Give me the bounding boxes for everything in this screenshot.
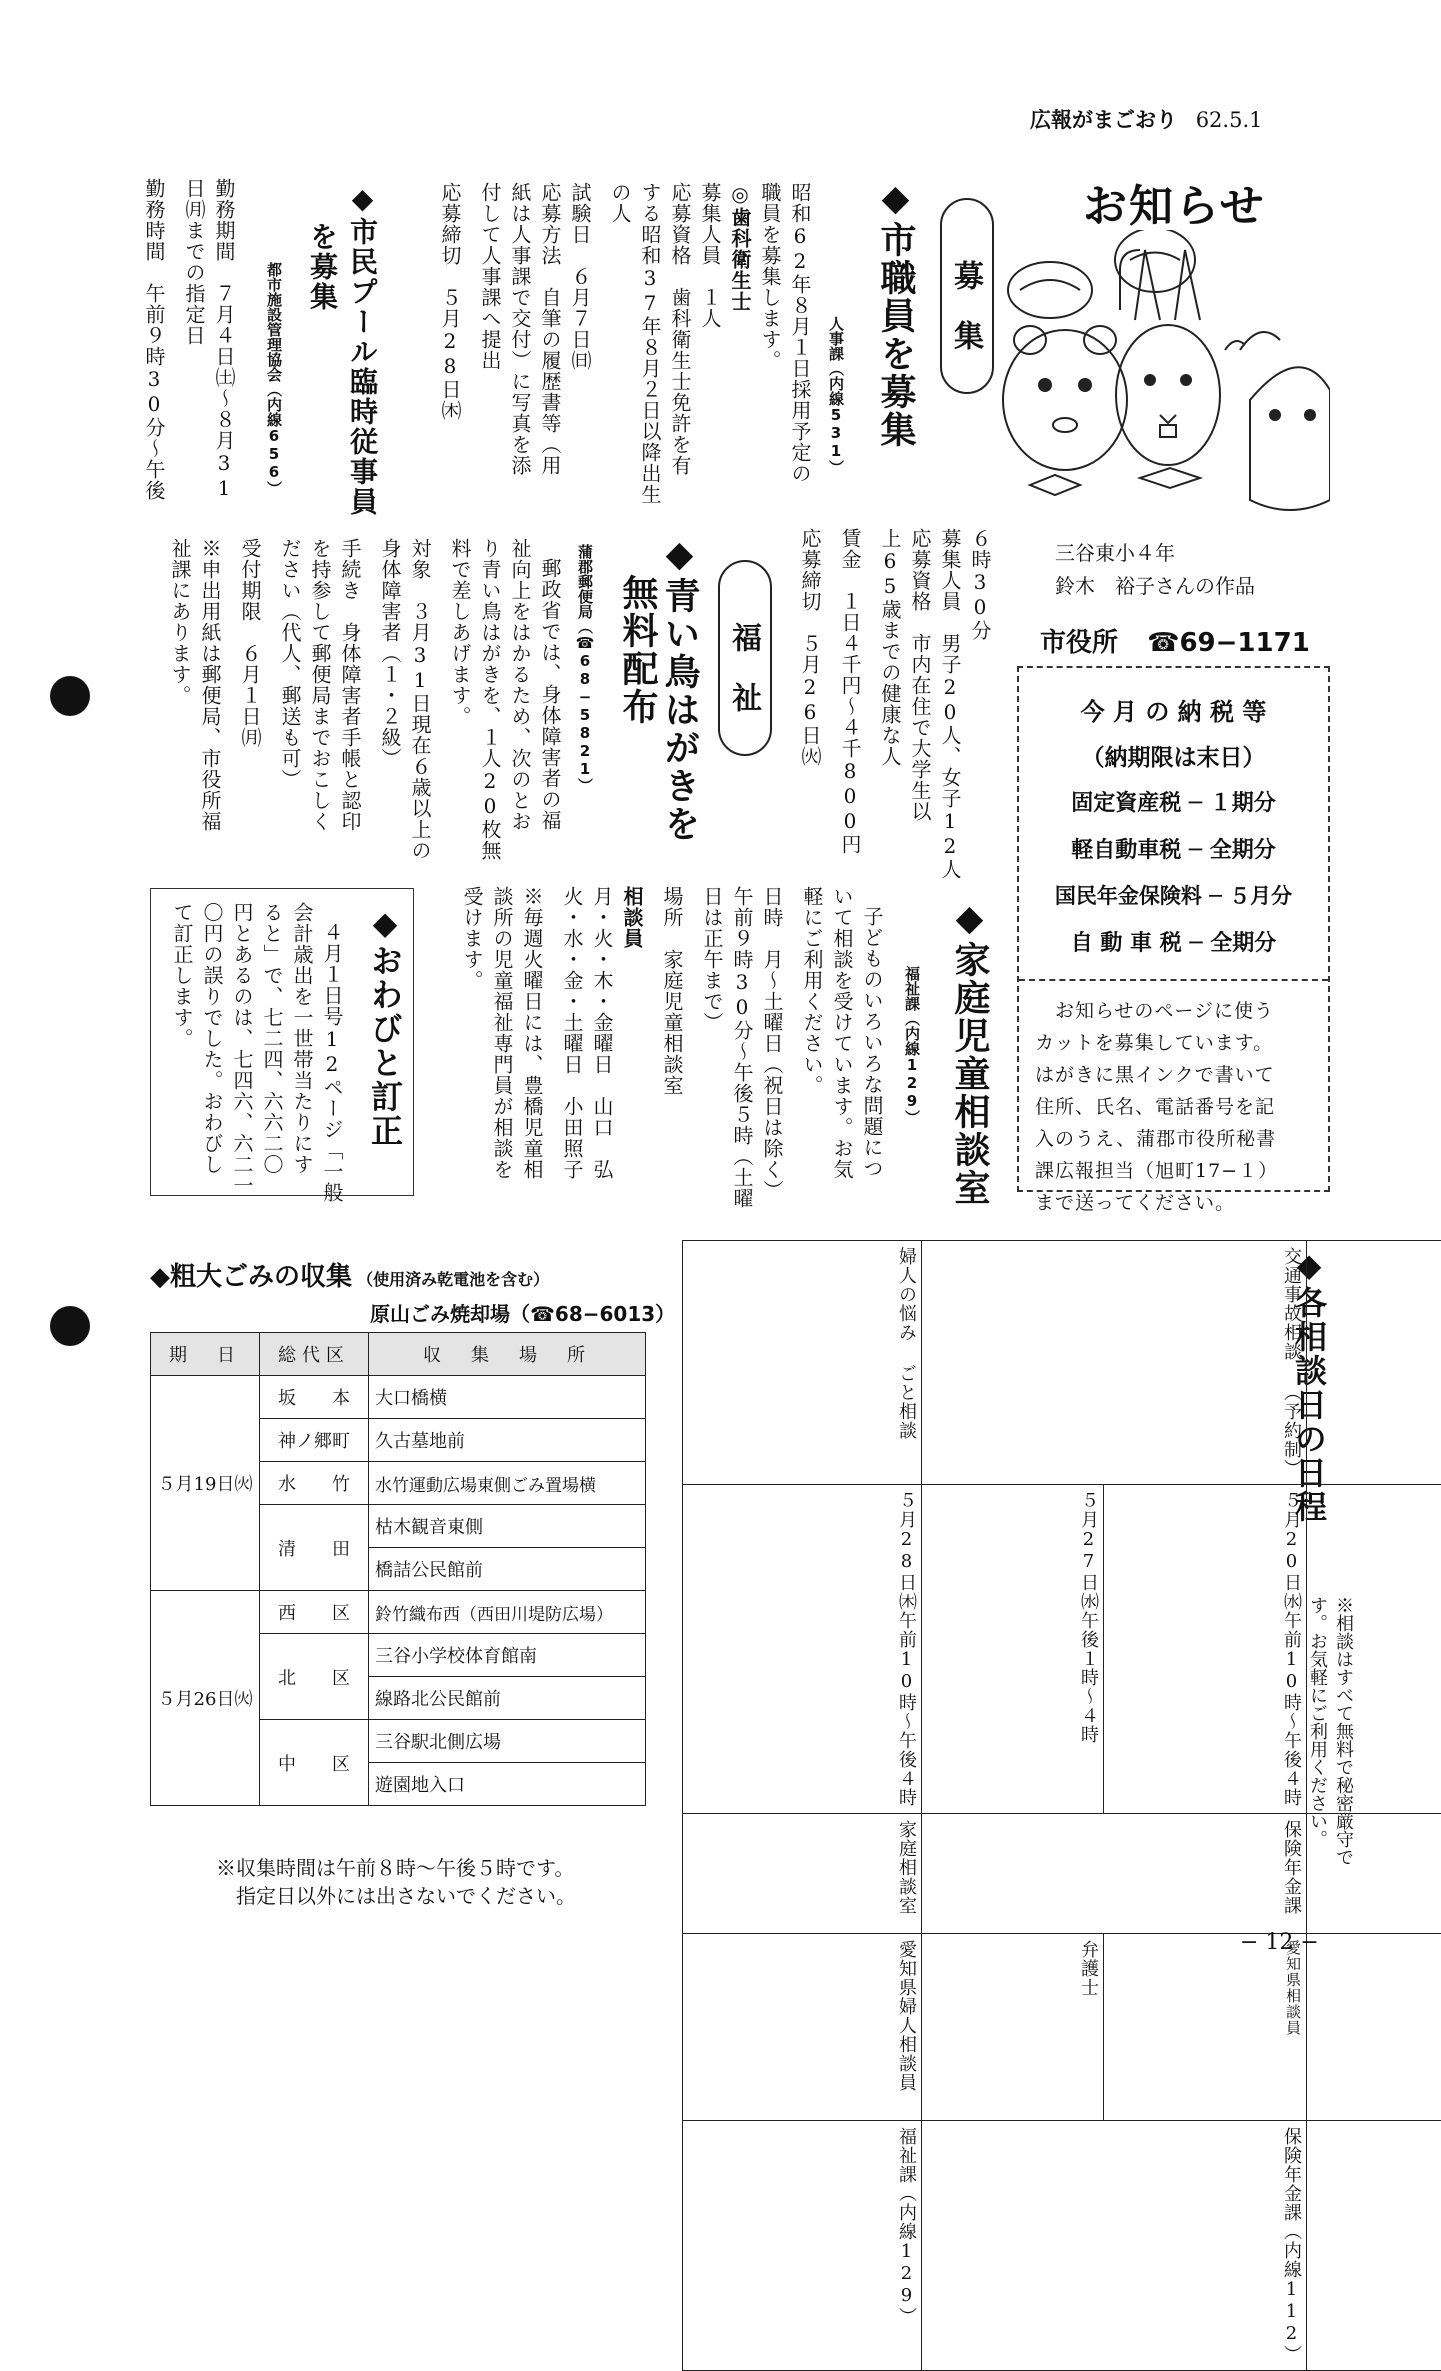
illustration-caption-author: 鈴木 裕子さんの作品 xyxy=(1055,570,1255,599)
consult-staff-cell xyxy=(1307,1934,1441,2121)
col-district: 総代区 xyxy=(260,1333,369,1376)
city-staff-line: する昭和37年８月２日以降出生 xyxy=(640,182,660,505)
pool-cont-line: 応募資格 市内在住で大学生以 xyxy=(910,528,930,822)
city-staff-line: 応募資格 歯科衛生士免許を有 xyxy=(670,182,690,476)
date-cell: ５月26日㈫ xyxy=(151,1591,260,1806)
tax-box xyxy=(1017,666,1330,1192)
family-line: 日は正午まで） xyxy=(702,886,722,1033)
pool-cont-line: 募集人員 男子20人、女子12人 xyxy=(940,528,960,880)
page-number: − 12 − xyxy=(1240,1930,1319,1955)
district-cell: 水 竹 xyxy=(260,1462,369,1505)
boshu-tag: 募 集 xyxy=(940,198,994,394)
consult-name: 婦人の悩み xyxy=(896,1247,917,1342)
city-staff-line: 募集人員 １人 xyxy=(700,182,720,329)
consult-name-sub: ごと相談 xyxy=(896,1364,917,1440)
consult-contact-cell xyxy=(1307,2121,1441,2371)
city-staff-line: 付して人事課へ提出 xyxy=(480,182,500,371)
bluebird-title: ◆青い鳥はがきを xyxy=(654,534,705,843)
city-staff-line: ◎歯科衛生士 xyxy=(730,182,750,312)
pool-dept: 都市施設管理協会（内線656） xyxy=(264,262,285,496)
consult-place-cell xyxy=(1307,1814,1441,1934)
garbage-note: ※収集時間は午前８時〜午後５時です。 xyxy=(216,1852,574,1881)
tax-item: 国民年金保険料 ─ ５月分 xyxy=(1019,880,1328,910)
apology-line: 円とあるのは、七四六、六二一 xyxy=(232,902,252,1196)
place-cell: 三谷小学校体育館南 xyxy=(369,1634,646,1677)
tax-item: 自 動 車 税 ─ 全期分 xyxy=(1019,926,1328,957)
district-cell: 清 田 xyxy=(260,1505,369,1591)
consult-place-cell: 保険年金課 xyxy=(922,1814,1307,1934)
district-cell: 坂 本 xyxy=(260,1376,369,1419)
city-staff-title: ◆市職員を募集 xyxy=(870,178,921,449)
consult-name-cell xyxy=(683,1241,922,1485)
consult-name-row xyxy=(683,1241,1441,1485)
apology-line: 会計歳出を一世帯当たりにす xyxy=(292,902,312,1175)
garbage-table xyxy=(150,1332,646,1806)
consult-time-row xyxy=(683,1485,1441,1814)
place-cell: 水竹運動広場東側ごみ置場横 xyxy=(369,1462,646,1505)
publication-name: 広報がまごおり xyxy=(1030,108,1177,132)
city-office-number: ☎69−1171 xyxy=(1147,628,1310,658)
bluebird-line: り青い鳥はがきを、１人20枚無 xyxy=(480,538,500,861)
consult-place-cell: 家庭相談室 xyxy=(683,1814,922,1934)
fukushi-tag: 福 祉 xyxy=(718,560,772,756)
apology-line: ると」で、七二四、六六二〇 xyxy=(262,902,282,1175)
bluebird-line: ださい（代人、郵送も可） xyxy=(280,538,300,790)
family-title: ◆家庭児童相談室 xyxy=(944,898,995,1207)
apology-line: て訂正します。 xyxy=(172,902,192,1049)
bluebird-line: 郵政省では、身体障害者の福 xyxy=(540,558,560,831)
family-line: 月・火・木・金曜日 山口 弘 xyxy=(592,886,612,1180)
city-staff-line: 試験日 ６月７日㈰ xyxy=(570,182,590,371)
family-line: 日時 月〜土曜日（祝日は除く） xyxy=(762,886,782,1201)
pool-title: ◆市民プール臨時従事員 xyxy=(342,182,382,517)
oshirase-title: お知らせ xyxy=(1083,170,1266,234)
bluebird-line: を持参して郵便局までおこしく xyxy=(310,538,330,832)
consult-name: 交通事故相談 xyxy=(1281,1247,1302,1361)
table-row xyxy=(151,1376,646,1419)
city-office-phone xyxy=(1040,622,1310,659)
consult-staff-cell: 弁護士 xyxy=(922,1934,1104,2121)
garbage-title: ◆粗大ごみの収集 xyxy=(150,1262,352,1292)
pool-cont-line: 応募締切 ５月26日㈫ xyxy=(800,528,820,767)
place-cell: 久古墓地前 xyxy=(369,1419,646,1462)
family-line: 相談員 xyxy=(622,886,642,949)
cut-notice-line: お知らせのページに使う xyxy=(1035,995,1314,1027)
apology-line: ４月１日号12ページ「一般 xyxy=(322,922,342,1203)
binder-hole-bottom xyxy=(50,1306,90,1346)
binder-hole-top xyxy=(50,676,90,716)
date-cell: ５月19日㈫ xyxy=(151,1376,260,1591)
consult-name-cell xyxy=(922,1241,1307,1485)
bluebird-line: 対象 ３月31日現在６歳以上の xyxy=(410,538,430,861)
tax-heading: 今 月 の 納 税 等 xyxy=(1019,692,1328,727)
place-cell: 鈴竹織布西（西田川堤防広場） xyxy=(369,1591,646,1634)
family-line: いて相談を受けています。お気 xyxy=(832,886,852,1180)
consult-time-cell: ５月20日㈬午前10時〜午後４時 xyxy=(1104,1485,1307,1814)
city-office-label: 市役所 xyxy=(1040,628,1118,658)
garbage-title-block xyxy=(150,1256,549,1293)
cut-notice-line: 課広報担当（旭町17−１） xyxy=(1035,1155,1314,1187)
city-staff-line: 昭和62年８月１日採用予定の xyxy=(790,182,810,484)
col-date: 期 日 xyxy=(151,1333,260,1376)
children-illustration xyxy=(1000,230,1330,530)
apology-line: 〇円の誤りでした。おわびし xyxy=(202,902,222,1175)
table-row xyxy=(151,1591,646,1634)
garbage-title-note: （使用済み乾電池を含む） xyxy=(357,1270,549,1289)
cut-notice xyxy=(1019,981,1328,1219)
family-line: ※毎週火曜日には、豊橋児童相 xyxy=(522,886,542,1180)
consult-time-cell: ５月28日㈭午前10時〜午後４時 xyxy=(683,1485,922,1814)
bluebird-line: 手続き 身体障害者手帳と認印 xyxy=(340,538,360,832)
cut-notice-line: カットを募集しています。 xyxy=(1035,1027,1314,1059)
bluebird-title-cont: 無料配布 xyxy=(612,574,663,726)
family-line: 火・水・金・土曜日 小田照子 xyxy=(562,886,582,1180)
place-cell: 線路北公民館前 xyxy=(369,1677,646,1720)
col-place: 収 集 場 所 xyxy=(369,1333,646,1376)
city-staff-line: 職員を募集します。 xyxy=(760,182,780,371)
city-staff-dept: 人事課（内線531） xyxy=(826,316,847,475)
place-cell: 橋詰公民館前 xyxy=(369,1548,646,1591)
consult-name-sub: （予約制） xyxy=(1281,1383,1302,1478)
cut-notice-line: まで送ってください。 xyxy=(1035,1187,1314,1219)
bluebird-dept: 蒲郡郵便局（☎68−5821） xyxy=(575,544,596,793)
bluebird-line: 祉向上をはかるため、次のとお xyxy=(510,538,530,832)
place-cell: 三谷駅北側広場 xyxy=(369,1720,646,1763)
consult-contact-cell: 福祉課（内線129） xyxy=(683,2121,922,2371)
family-line: 場所 家庭児童相談室 xyxy=(662,886,682,1096)
consult-time-cell xyxy=(1307,1485,1441,1814)
pool-cont-line: ６時30分 xyxy=(970,528,990,641)
bluebird-line: 料で差しあげます。 xyxy=(450,538,470,727)
family-dept: 福祉課（内線129） xyxy=(902,966,923,1125)
family-line: 午前９時30分〜午後５時（土曜 xyxy=(732,886,752,1209)
city-staff-line: の人 xyxy=(610,182,630,224)
consult-staff-cell: 愛知県婦人相談員 xyxy=(683,1934,922,2121)
consult-note: ※相談はすべて無料で秘密厳守です。お気軽にご利用ください。 xyxy=(1296,1596,1356,1886)
family-line: 談所の児童福祉専門員が相談を xyxy=(492,886,512,1180)
district-cell: 北 区 xyxy=(260,1634,369,1720)
bluebird-line: 祉課にあります。 xyxy=(170,538,190,706)
district-cell: 中 区 xyxy=(260,1720,369,1806)
place-cell: 大口橋横 xyxy=(369,1376,646,1419)
tax-item: 軽自動車税 ─ 全期分 xyxy=(1019,833,1328,864)
pool-cont-line: 上65歳までの健康な人 xyxy=(880,528,900,767)
pool-line: 勤務時間 午前９時30分〜午後 xyxy=(144,178,164,501)
tax-note: （納期限は末日） xyxy=(1019,739,1328,772)
consult-table xyxy=(682,1240,1441,2371)
city-staff-line: 応募方法 自筆の履歴書等（用 xyxy=(540,182,560,476)
pool-line: 勤務期間 ７月４日㈯〜８月31 xyxy=(214,178,234,501)
page-header xyxy=(1030,104,1262,134)
tax-item: 固定資産税 ─ １期分 xyxy=(1019,786,1328,817)
apology-title: ◆おわびと訂正 xyxy=(362,904,408,1148)
consult-name-cell xyxy=(1307,1241,1441,1485)
consult-staff-cell: 愛知県相談員 xyxy=(1104,1934,1307,2121)
city-staff-line: 紙は人事課で交付）に写真を添 xyxy=(510,182,530,476)
family-line: 受けます。 xyxy=(462,886,482,991)
illustration-caption-grade: 三谷東小４年 xyxy=(1055,537,1175,566)
pool-line: 日㈪までの指定日 xyxy=(184,178,204,346)
issue-date: 62.5.1 xyxy=(1196,108,1263,132)
consult-time-cell: ５月27日㈬午後１時〜４時 xyxy=(922,1485,1104,1814)
consult-place-row xyxy=(683,1814,1441,1934)
consult-contact-cell: 保険年金課（内線112） xyxy=(922,2121,1307,2371)
cut-notice-line: 入のうえ、蒲郡市役所秘書 xyxy=(1035,1123,1314,1155)
consult-contact-row xyxy=(683,2121,1441,2371)
bluebird-line: ※申出用紙は郵便局、市役所福 xyxy=(200,538,220,832)
consult-title: ◆各相談日の日程 xyxy=(1286,1246,1332,1524)
city-staff-line: 応募締切 ５月28日㈭ xyxy=(440,182,460,421)
place-cell: 枯木観音東側 xyxy=(369,1505,646,1548)
district-cell: 西 区 xyxy=(260,1591,369,1634)
family-line: 軽にご利用ください。 xyxy=(802,886,822,1096)
family-line: 子どものいろいろな問題につ xyxy=(862,906,882,1179)
garbage-note-cont: 指定日以外には出さないでください。 xyxy=(236,1880,576,1909)
pool-cont-line: 賃金 １日４千円〜４千800円 xyxy=(840,528,860,855)
bluebird-line: 受付期限 ６月１日㈪ xyxy=(240,538,260,748)
place-cell: 遊園地入口 xyxy=(369,1763,646,1806)
pool-title-cont: を募集 xyxy=(302,222,342,312)
garbage-facility: 原山ごみ焼却場（☎68−6013） xyxy=(370,1298,675,1327)
cut-notice-line: はがきに黒インクで書いて xyxy=(1035,1059,1314,1091)
bluebird-line: 身体障害者（１・２級） xyxy=(380,538,400,769)
cut-notice-line: 住所、氏名、電話番号を記 xyxy=(1035,1091,1314,1123)
district-cell: 神ノ郷町 xyxy=(260,1419,369,1462)
consult-staff-row xyxy=(683,1934,1441,2121)
garbage-header-row xyxy=(151,1333,646,1376)
